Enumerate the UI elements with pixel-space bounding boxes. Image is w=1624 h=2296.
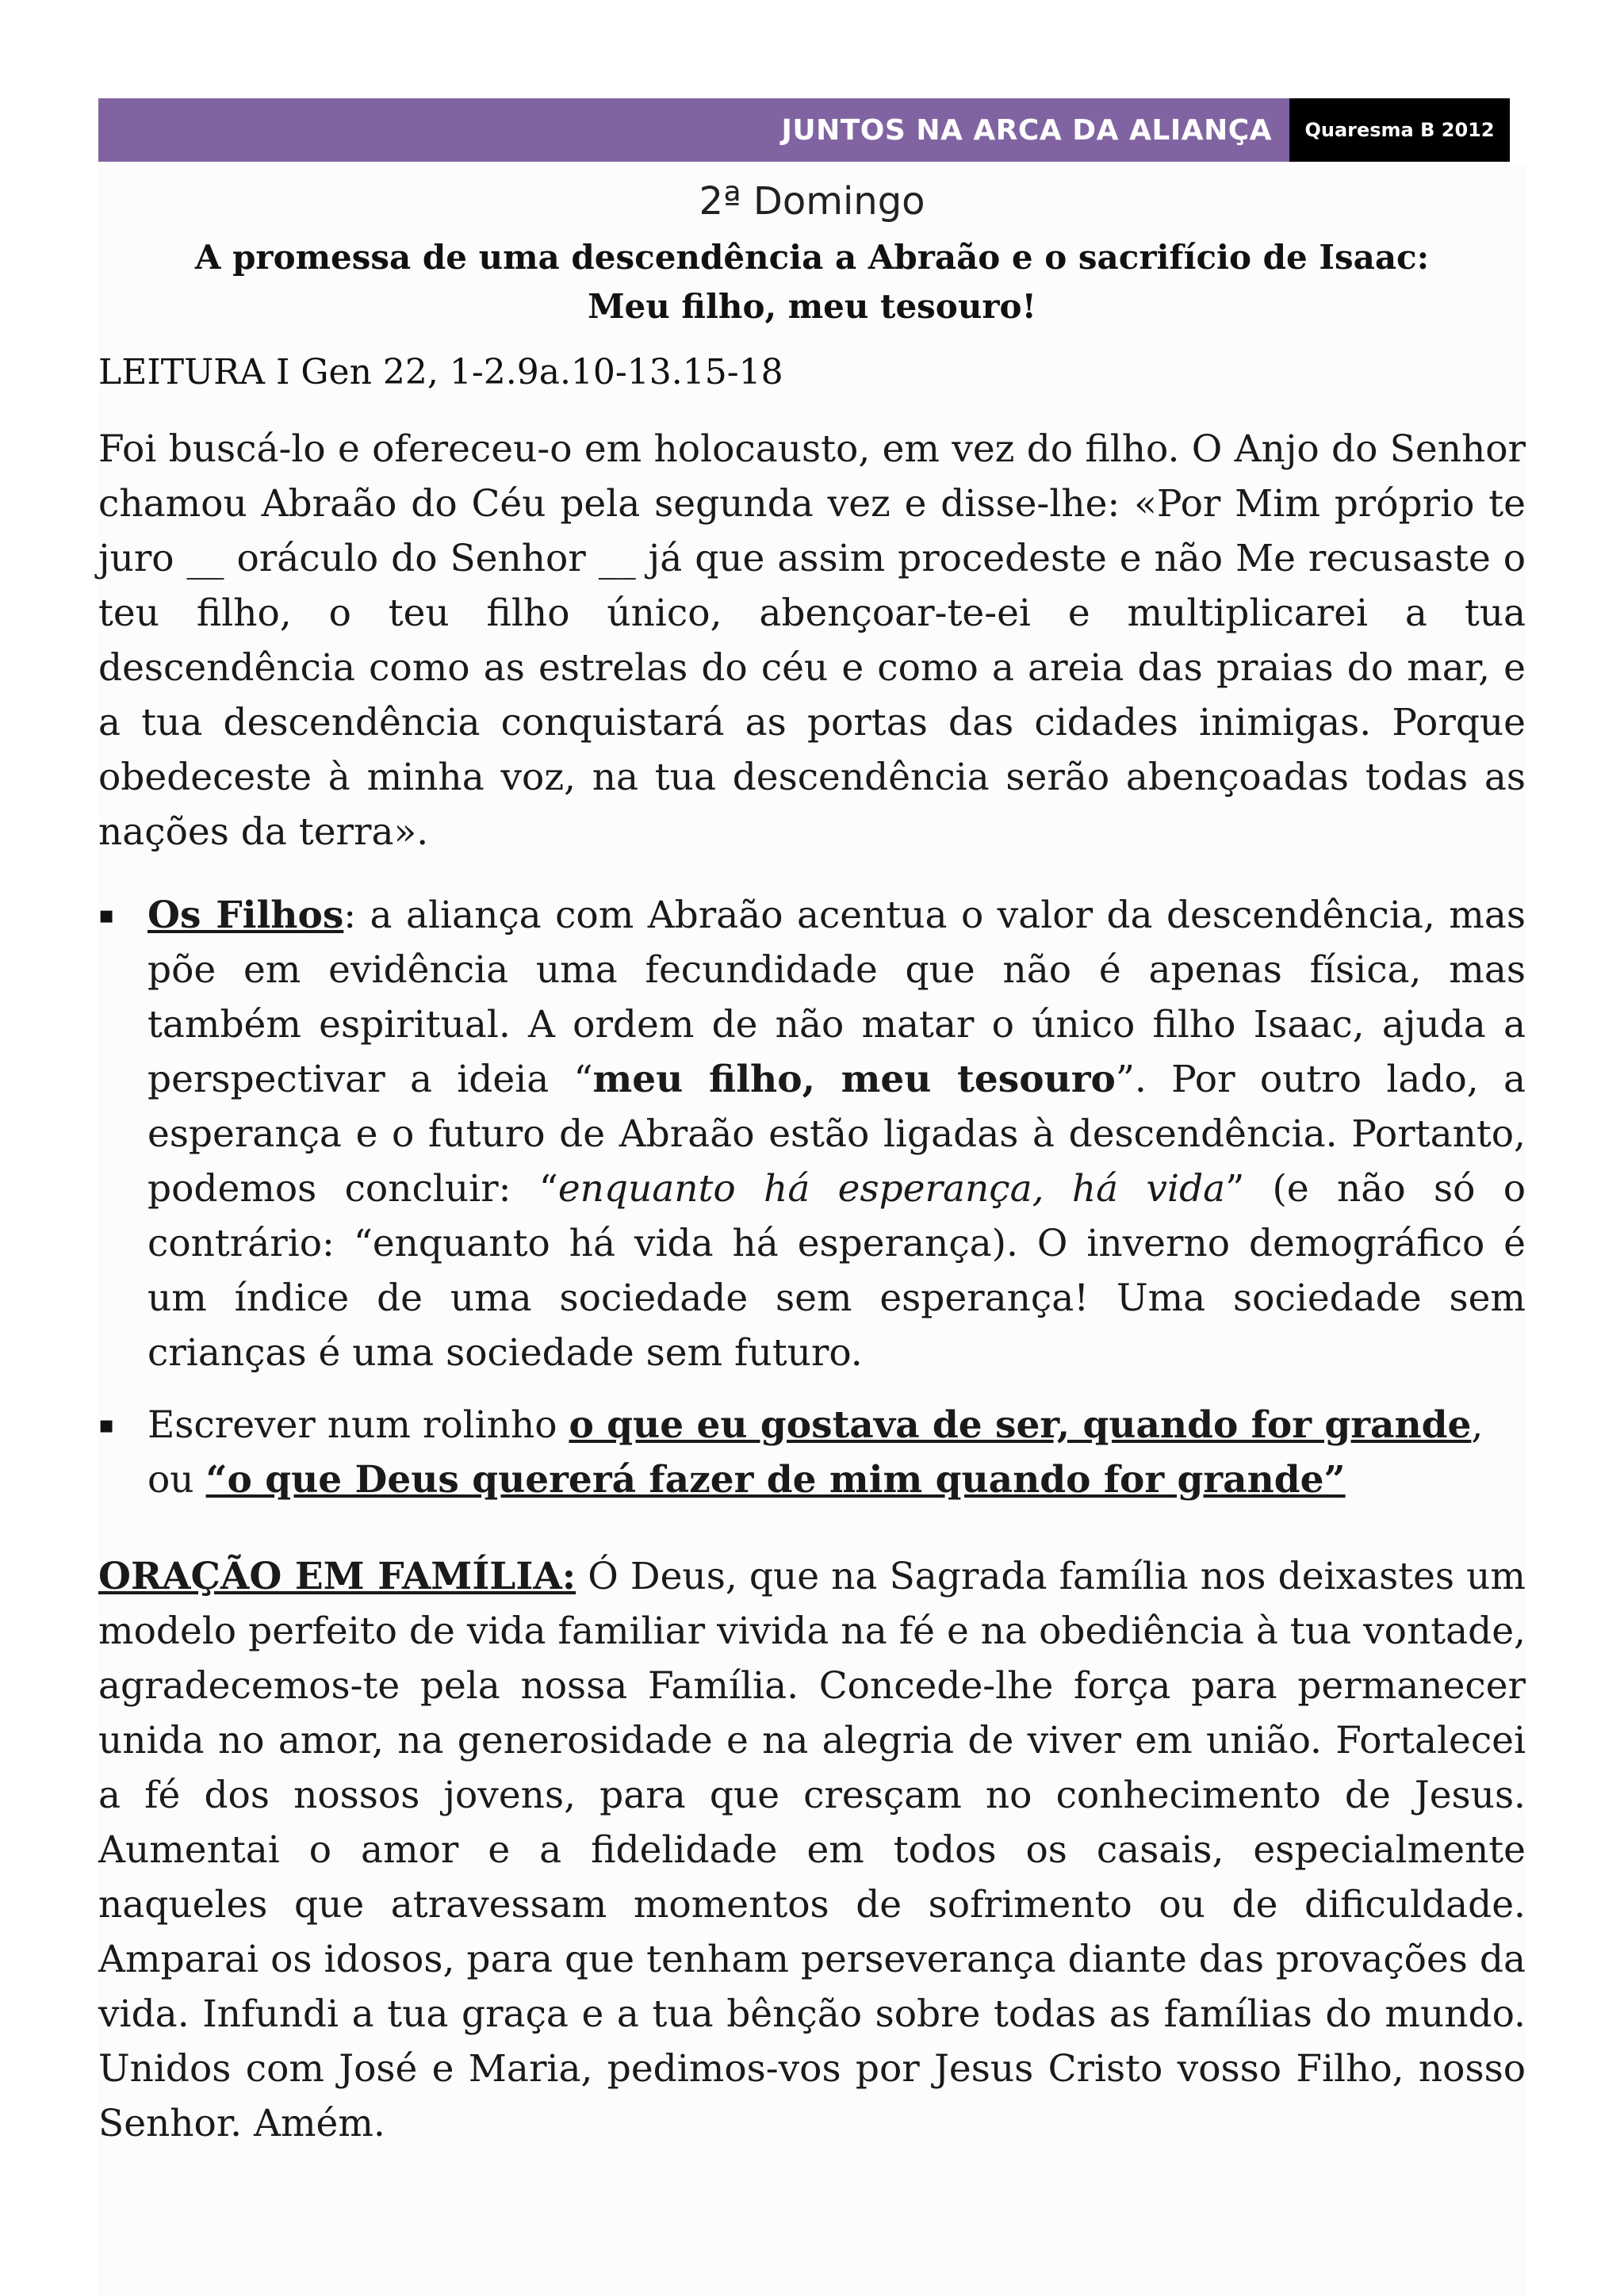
bullet-text-rolinho xyxy=(147,1398,1526,1507)
content-area xyxy=(98,163,1526,2296)
bullet-icon: ▪ xyxy=(98,901,115,929)
bullet-text-part: , ou xyxy=(147,1403,1484,1502)
bullet-text-part: : a aliança com Abraão acentua o valor da descendência, mas põe em evidência uma fecundidade que não é apenas física, mas também espiritual. A ordem de não matar o único filho Isaac, ajuda a perspectivar a ideia “ xyxy=(147,894,1526,1101)
reading-reference: LEITURA I Gen 22, 1-2.9a.10-13.15-18 xyxy=(98,352,783,392)
bullet-icon: ▪ xyxy=(98,1411,115,1439)
bullet-item-filhos xyxy=(98,888,1526,1380)
prayer-text: Ó Deus, que na Sagrada família nos deixastes um modelo perfeito de vida familiar vivida na fé e na obediência à tua vontade, agradecemos-te pela nossa Família. Concede-lhe força para permanecer unida no amor, na generosidade e na alegria de viver em união. Fortalecei a fé dos nossos jovens, para que cresçam no conhecimento de Jesus. Aumentai o amor e a fidelidade em todos os casais, especialmente naqueles que atravessam momentos de sofrimento ou de dificuldade. Amparai os idosos, para que tenham perseverança diante das provações da vida. Infundi a tua graça e a tua bênção sobre todas as famílias do mundo. Unidos com José e Maria, pedimos-vos por Jesus Cristo vosso Filho, nosso Senhor. Amém. xyxy=(98,1555,1526,2145)
bullet-text-filhos xyxy=(147,888,1526,1380)
header-title: JUNTOS NA ARCA DA ALIANÇA xyxy=(98,98,1289,162)
bullet-text-part: ”. Por outro lado, a esperança e o futuro de Abraão estão ligadas à descendência. Portanto, podemos concluir: “ xyxy=(147,1058,1526,1211)
title-line-1: A promessa de uma descendência a Abraão e o sacrifício de Isaac: xyxy=(194,238,1430,277)
bullet-text-part: ” (e não só o contrário: “enquanto há vida há esperança). O inverno demográfico é um índice de uma sociedade sem esperança! Uma sociedade sem crianças é uma sociedade sem futuro. xyxy=(147,1167,1526,1375)
bullet-text-part: Escrever num rolinho xyxy=(147,1403,569,1447)
prayer-label: ORAÇÃO EM FAMÍLIA: xyxy=(98,1555,576,1598)
prayer-paragraph xyxy=(98,1549,1526,2151)
bullet-underlined-phrase: o que eu gostava de ser, quando for grande xyxy=(569,1403,1472,1447)
bullet-item-rolinho xyxy=(98,1398,1526,1507)
sunday-heading: 2ª Domingo xyxy=(699,179,925,224)
bullet-italic-phrase: enquanto há esperança, há vida xyxy=(557,1167,1226,1211)
bullet-label: Os Filhos xyxy=(147,894,344,937)
bullet-underlined-phrase: “o que Deus quererá fazer de mim quando for grande” xyxy=(205,1458,1346,1502)
title-line-2: Meu filho, meu tesouro! xyxy=(588,287,1036,326)
reading-text: Foi buscá-lo e ofereceu-o em holocausto, em vez do filho. O Anjo do Senhor chamou Abraão do Céu pela segunda vez e disse-lhe: «Por Mim próprio te juro __ oráculo do Senhor __ já que assim procedeste e não Me recusaste o teu filho, o teu filho único, abençoar-te-ei e multiplicarei a tua descendência como as estrelas do céu e como a areia das praias do mar, e a tua descendência conquistará as portas das cidades inimigas. Porque obedeceste à minha voz, na tua descendência serão abençoadas todas as nações da terra». xyxy=(98,427,1526,854)
header-bar xyxy=(98,98,1510,162)
bullet-bold-phrase: meu filho, meu tesouro xyxy=(592,1058,1116,1101)
header-badge: Quaresma B 2012 xyxy=(1289,98,1510,162)
